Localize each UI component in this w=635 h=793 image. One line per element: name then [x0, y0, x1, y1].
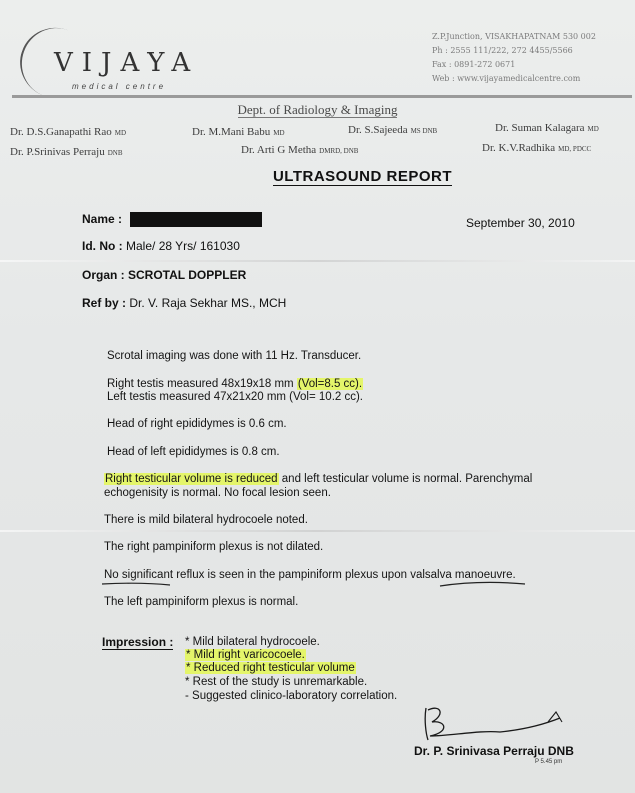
volume-rest: and left testicular volume is normal. Parenchymal	[278, 473, 533, 485]
doctor-entry	[10, 146, 123, 158]
impression-item: * Mild bilateral hydrocoele.	[185, 636, 320, 648]
impression-highlight: * Mild right varicocoele.	[186, 649, 305, 661]
organ-label: Organ :	[82, 268, 125, 282]
id-label: Id. No :	[82, 239, 123, 253]
right-testis-text: Right testis measured 48x19x18 mm	[107, 378, 294, 390]
finding-reflux: No significant reflux is seen in the pampiniform plexus upon valsalva manoeuvre.	[104, 569, 516, 581]
finding-echogenicity: echogenisity is normal. No focal lesion seen.	[104, 487, 331, 499]
report-title-wrap	[0, 168, 635, 185]
impression-highlight: * Reduced right testicular volume	[186, 662, 355, 674]
doctor-name: Dr. M.Mani Babu	[192, 126, 271, 138]
doctor-qualification: MS DNB	[410, 127, 438, 135]
impression-item	[185, 649, 306, 661]
doctor-entry	[10, 126, 126, 138]
report-title: ULTRASOUND REPORT	[272, 168, 453, 185]
finding-hydrocoele: There is mild bilateral hydrocoele noted.	[104, 514, 308, 526]
contact-fax: Fax : 0891-272 0671	[432, 60, 516, 69]
doctor-name: Dr. Suman Kalagara	[495, 122, 585, 134]
volume-highlight: Right testicular volume is reduced	[105, 473, 278, 485]
header-divider	[12, 95, 632, 98]
doctor-qualification: DMRD, DNB	[319, 147, 359, 155]
finding-right-plexus: The right pampiniform plexus is not dilated.	[104, 541, 324, 553]
right-volume-highlight: (Vol=8.5 cc).	[297, 378, 363, 390]
signatory-name: Dr. P. Srinivasa Perraju DNB	[414, 744, 574, 758]
contact-address: Z.P.Junction, VISAKHAPATNAM 530 002	[432, 32, 596, 41]
finding-left-plexus: The left pampiniform plexus is normal.	[104, 596, 299, 608]
contact-phone: Ph : 2555 111/222, 272 4455/5566	[432, 46, 573, 55]
doctor-entry	[241, 144, 358, 156]
name-label: Name :	[82, 212, 123, 226]
report-date: September 30, 2010	[466, 216, 575, 230]
logo-name: VIJAYA	[54, 48, 200, 78]
doctor-qualification: MD	[114, 129, 127, 137]
impression-label-wrap	[102, 635, 173, 649]
contact-web: Web : www.vijayamedicalcentre.com	[432, 74, 581, 83]
doctor-name: Dr. K.V.Radhika	[482, 142, 556, 154]
patient-id-row	[82, 239, 240, 253]
paper-fold	[0, 530, 635, 532]
finding-left-testis: Left testis measured 47x21x20 mm (Vol= 10.2 cc).	[107, 391, 363, 403]
doctor-name: Dr. Arti G Metha	[241, 144, 317, 156]
referral-row	[82, 296, 286, 310]
doctor-qualification: DNB	[107, 149, 123, 157]
logo-subtitle: medical centre	[72, 82, 167, 91]
signature-scribble-icon	[420, 700, 570, 746]
doctor-entry	[495, 122, 599, 134]
organ-value: SCROTAL DOPPLER	[128, 268, 247, 282]
finding-volume	[104, 473, 532, 485]
id-value: Male/ 28 Yrs/ 161030	[126, 239, 240, 253]
doctor-entry	[348, 124, 437, 136]
doctor-name: Dr. P.Srinivas Perraju	[10, 146, 105, 158]
department-heading	[0, 102, 635, 118]
logo	[10, 18, 230, 93]
pen-underline-icon	[100, 576, 530, 590]
impression-item: - Suggested clinico-laboratory correlation.	[185, 690, 398, 702]
department-name: Dept. of Radiology & Imaging	[237, 102, 398, 117]
ref-value: Dr. V. Raja Sekhar MS., MCH	[129, 296, 287, 310]
redacted-name	[130, 212, 262, 227]
finding-right-testis	[107, 378, 363, 390]
doctor-entry	[192, 126, 285, 138]
doctor-entry	[482, 142, 591, 154]
paper-fold	[0, 260, 635, 262]
doctor-qualification: MD	[587, 125, 599, 133]
doctor-name: Dr. D.S.Ganapathi Rao	[10, 126, 112, 138]
doctor-qualification: MD	[273, 129, 285, 137]
organ-row	[82, 268, 246, 282]
signature-note: P 5.45 pm	[535, 759, 563, 765]
doctor-qualification: MD, PDCC	[558, 145, 592, 153]
contact-block	[432, 30, 632, 86]
impression-item: * Rest of the study is unremarkable.	[185, 676, 368, 688]
ref-label: Ref by :	[82, 296, 127, 310]
impression-item	[185, 662, 356, 674]
impression-label: Impression :	[102, 635, 174, 649]
patient-name-row	[82, 212, 262, 227]
doctor-name: Dr. S.Sajeeda	[348, 124, 408, 136]
finding-head-right: Head of right epididymes is 0.6 cm.	[107, 418, 287, 430]
finding-transducer: Scrotal imaging was done with 11 Hz. Transducer.	[107, 350, 362, 362]
finding-head-left: Head of left epididymes is 0.8 cm.	[107, 446, 280, 458]
